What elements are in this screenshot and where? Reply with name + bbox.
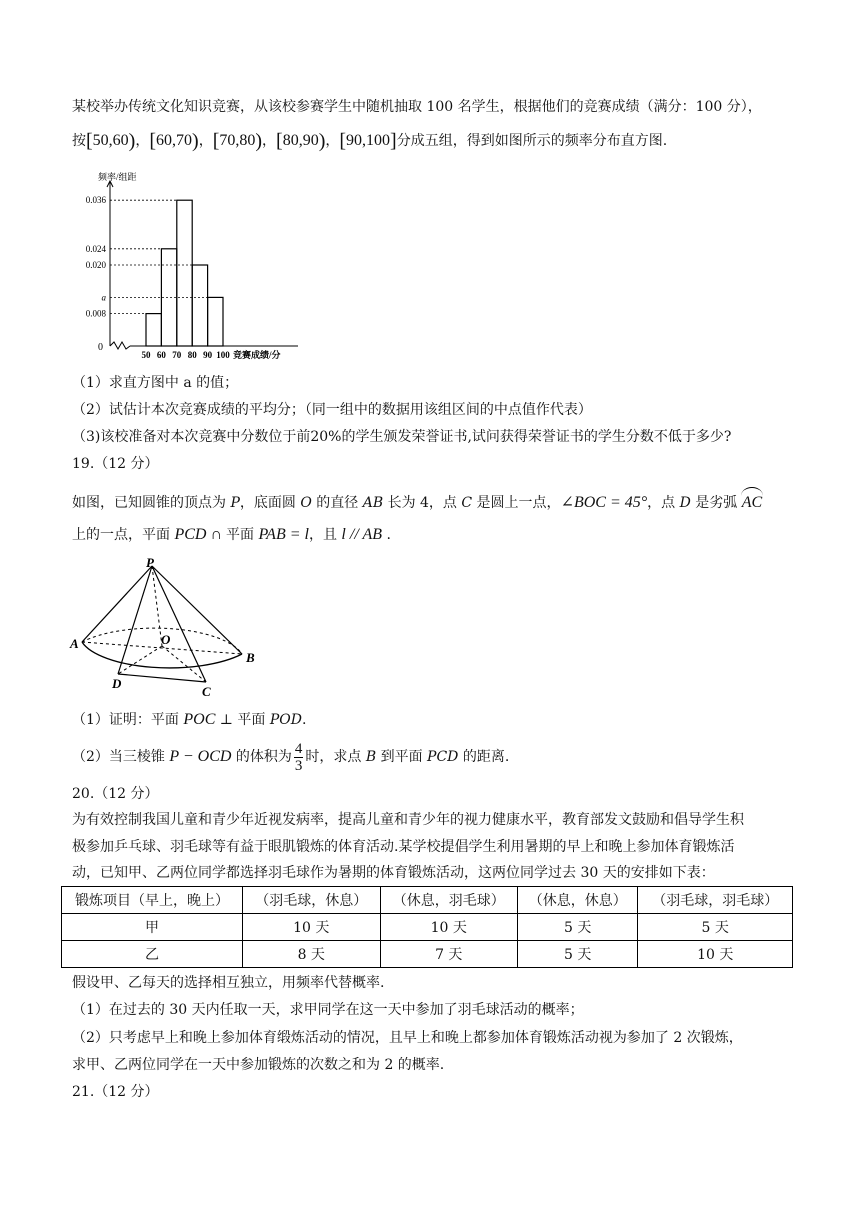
q19-text: 长为 4，点 [383,495,462,511]
x-tick-label: 90 [203,350,213,360]
y-tick-label: 0.036 [85,195,106,206]
x-tick-label: 80 [187,350,197,360]
q19-text: ，底面圆 [239,495,301,511]
origin-label: 0 [98,342,103,353]
x-tick-label: 50 [141,350,151,360]
sep: ， [325,133,340,149]
q19-text: （1）证明：平面 [72,712,184,728]
tetra-pocd: P − OCD [169,748,232,765]
sep: ， [135,133,150,149]
intersect-symbol: ∩ [206,526,227,543]
q18-intro-suffix: 分成五组，得到如图所示的频率分布直方图. [396,133,668,149]
histogram-bar [208,297,223,346]
q19-question-2 [72,740,509,774]
table-cell: 乙 [62,941,243,968]
table-cell: 甲 [62,914,243,941]
table-header-cell: （休息，休息） [518,887,638,914]
arc-ac: AC [742,492,762,514]
plane-poc: POC [183,711,216,728]
plane-pab: PAB = l [258,526,309,543]
q19-text: . [302,712,307,728]
q18-question-3: （3)该校准备对本次竞赛中分数位于前20%的学生颁发荣誉证书,试问获得荣誉证书的学生分数不低于多少? [72,429,732,445]
q18-intro-prefix: 按 [72,133,86,149]
plane-pod: POD [269,712,303,728]
table-cell: 8 天 [243,941,381,968]
y-tick-label: 0.020 [85,260,106,270]
q18-intro-line2 [72,130,667,152]
sep: ， [262,133,277,149]
fraction-4-3: $\frac{4}{3}$ [294,740,303,774]
arc-mark [741,487,763,496]
table-header-cell: （羽毛球，休息） [243,887,381,914]
table-header-cell: （休息，羽毛球） [380,887,518,914]
plane-pcd: PCD [174,526,207,543]
q19-text: . [382,527,391,543]
x-tick-label: 60 [156,350,166,360]
interval-3: [70,80) [212,130,263,152]
q20-question-1: （1）在过去的 30 天内任取一天，求甲同学在这一天中参加了羽毛球活动的概率； [72,1002,584,1018]
x-tick-label: 100 [216,350,230,360]
label-o: O [161,632,171,647]
var-d: D [679,495,691,511]
interval-2: [60,70) [149,130,199,152]
table-cell: 5 天 [518,914,638,941]
q19-text: （2）当三棱锥 [72,749,170,765]
q20-paragraph-line3: 动，已知甲、乙两位同学都选择羽毛球作为暑期的体育锻炼活动，这两位同学过去 30 天的安排如下表： [72,865,715,881]
sep: ， [198,133,213,149]
label-p: P [146,556,154,570]
table-header-cell: （羽毛球，羽毛球） [638,887,793,914]
q19-line1 [72,492,762,514]
table-cell: 10 天 [638,941,793,968]
segment-od [118,646,162,674]
q19-text: 的直径 [311,495,363,511]
q18-question-2: （2）试估计本次竞赛成绩的平均分；（同一组中的数据用该组区间的中点值作代表） [72,402,592,418]
q19-text: 平面 [226,527,259,543]
label-a: A [70,636,79,651]
q19-text: 时，求点 [305,749,366,765]
histogram-bar [177,200,192,346]
x-tick-label: 70 [172,350,182,360]
edge-pa [82,566,152,642]
cone-figure [66,556,266,702]
q18-intro-line1: 某校举办传统文化知识竞赛，从该校参赛学生中随机抽取 100 名学生，根据他们的竞赛成绩（满分：100 分）， [72,99,762,115]
q19-text: 到平面 [376,749,428,765]
frequency-histogram [66,172,306,362]
var-c: C [461,495,473,511]
schedule-table [61,886,793,968]
label-b: B [246,650,255,665]
table-cell: 5 天 [638,914,793,941]
edge-pc [152,566,206,682]
q21-number: 21.（12 分） [72,1084,159,1100]
y-tick-label: 0.024 [85,243,106,254]
q19-text: 的体积为 [231,749,292,765]
table-header-cell: 锻炼项目（早上，晚上） [62,887,243,914]
interval-4: [80,90) [276,130,326,152]
q19-text: ，且 [308,527,342,543]
q20-question-2-line1: （2）只考虑早上和晚上参加体育缎炼活动的情况，且早上和晚上都参加体育锻炼活动视为参加了 2 次锻炼， [72,1030,743,1046]
q20-assumption: 假设甲、乙每天的选择相互独立，用频率代替概率. [72,975,385,991]
q20-paragraph-line1: 为有效控制我国儿童和青少年近视发病率，提高儿童和青少年的视力健康水平，教育部发文鼓励和倡导学生积 [72,812,744,828]
edge-dc [118,674,206,682]
q20-paragraph-line2: 极参加乒乓球、羽毛球等有益于眼肌锻炼的体育活动.某学校提倡学生利用暑期的早上和晚上参加体育锻炼活 [72,839,735,855]
q19-text: 的距离. [458,749,510,765]
table-cell: 5 天 [518,941,638,968]
q19-text: 如图，已知圆锥的顶点为 [72,495,231,511]
histogram-bar [146,314,161,346]
var-ab: AB [362,495,384,511]
q18-question-1: （1）求直方图中 a 的值； [72,375,239,391]
q19-text: ，点 [647,495,680,511]
x-axis-title: 竞赛成绩/分 [233,350,281,360]
var-o: O [300,495,312,511]
table-row [62,941,793,968]
q19-text: 是劣弧 [690,495,742,511]
q19-question-1 [72,709,306,731]
q20-question-2-line2: 求甲、乙两位同学在一天中参加锻炼的次数之和为 2 的概率. [72,1057,445,1073]
var-p: P [230,495,240,511]
label-c: C [202,684,211,699]
plane-pcd-2: PCD [427,749,459,765]
y-axis-title: 频率/组距 [98,172,137,182]
parallel-expr: l // AB [341,526,383,543]
histogram-bar [192,265,207,346]
interval-1: [50,60) [86,130,136,152]
y-tick-label: a [101,292,106,303]
table-cell: 10 天 [380,914,518,941]
table-cell: 7 天 [380,941,518,968]
q19-text: 上的一点，平面 [72,527,175,543]
angle-boc: ∠BOC = 45° [560,494,648,511]
edge-pd [118,566,152,674]
q20-number: 20.（12 分） [72,786,159,802]
label-d: D [112,676,122,691]
segment-oc [162,646,206,682]
q19-text: 是圆上一点， [472,495,561,511]
y-tick-label: 0.008 [85,308,106,319]
q19-text: ⊥ 平面 [215,712,270,728]
q19-number: 19.（12 分） [72,456,159,472]
table-header-row [62,887,793,914]
x-axis-break [110,342,130,349]
var-b: B [365,749,377,765]
table-row [62,914,793,941]
interval-5: [90,100] [339,130,397,152]
table-cell: 10 天 [243,914,381,941]
q19-line2 [72,524,391,546]
